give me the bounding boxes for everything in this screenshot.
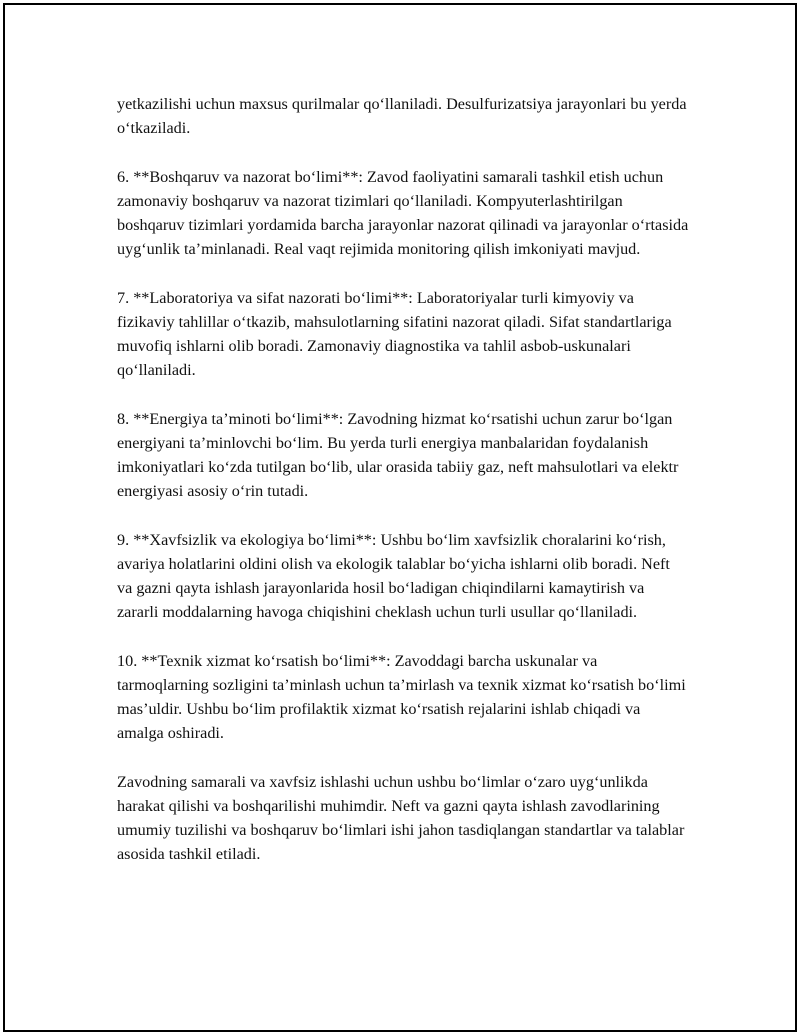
paragraph-continuation: yetkazilishi uchun maxsus qurilmalar qo‘llaniladi. Desulfurizatsiya jarayonlari bu yerda o‘tkaziladi. bbox=[117, 95, 687, 138]
document-body bbox=[117, 92, 689, 891]
paragraph-item-10: 10. **Texnik xizmat ko‘rsatish bo‘limi**: Zavoddagi barcha uskunalar va tarmoqlarning sozligini ta’minlash uchun ta’mirlash va texnik xizmat ko‘rsatish bo‘limi mas’uldir. Ushbu bo‘lim profilaktik xizmat ko‘rsatish rejalarini ishlab chiqadi va amalga oshiradi. bbox=[117, 651, 686, 743]
paragraph-item-7: 7. **Laboratoriya va sifat nazorati bo‘limi**: Laboratoriyalar turli kimyoviy va fizikaviy tahlillar o‘tkazib, mahsulotlarning sifatini nazorat qiladi. Sifat standartlariga muvofiq ishlarni olib boradi. Zamonaviy diagnostika va tahlil asbob-uskunalari qo‘llaniladi. bbox=[117, 288, 672, 380]
paragraph-item-9: 9. **Xavfsizlik va ekologiya bo‘limi**: Ushbu bo‘lim xavfsizlik choralarini ko‘rish, avariya holatlarini oldini olish va ekologik talablar bo‘yicha ishlarni olib boradi. Neft va gazni qayta ishlash jarayonlarida hosil bo‘ladigan chiqindilarni kamaytirish va zararli moddalarning havoga chiqishini cheklash uchun turli usullar qo‘llaniladi. bbox=[117, 530, 670, 622]
paragraph-item-6: 6. **Boshqaruv va nazorat bo‘limi**: Zavod faoliyatini samarali tashkil etish uchun zamonaviy boshqaruv va nazorat tizimlari qo‘llaniladi. Kompyuterlashtirilgan boshqaruv tizimlari yordamida barcha jarayonlar nazorat qilinadi va jarayonlar o‘rtasida uyg‘unlik ta’minlanadi. Real vaqt rejimida monitoring qilish imkoniyati mavjud. bbox=[117, 167, 689, 259]
paragraph-item-8: 8. **Energiya ta’minoti bo‘limi**: Zavodning hizmat ko‘rsatishi uchun zarur bo‘lgan energiyani ta’minlovchi bo‘lim. Bu yerda turli energiya manbalaridan foydalanish imkoniyatlari ko‘zda tutilgan bo‘lib, ular orasida tabiiy gaz, neft mahsulotlari va elektr energiyasi asosiy o‘rin tutadi. bbox=[117, 409, 679, 501]
paragraph-conclusion: Zavodning samarali va xavfsiz ishlashi uchun ushbu bo‘limlar o‘zaro uyg‘unlikda harakat qilishi va boshqarilishi muhimdir. Neft va gazni qayta ishlash zavodlarining umumiy tuzilishi va boshqaruv bo‘limlari ishi jahon tasdiqlangan standartlar va talablar asosida tashkil etiladi. bbox=[117, 772, 685, 864]
